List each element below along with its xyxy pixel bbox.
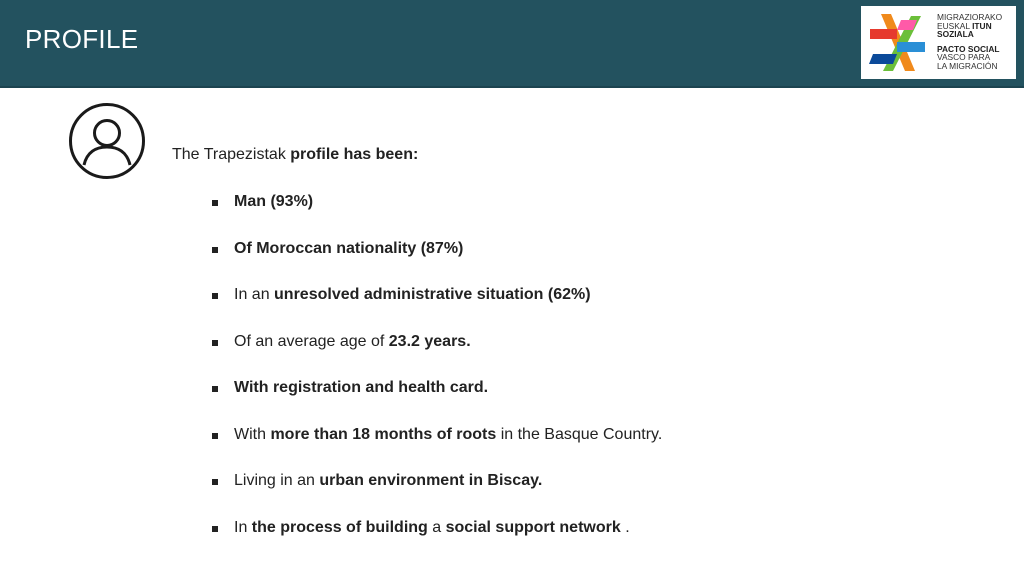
list-item-text: [234, 193, 313, 211]
list-item-text: [234, 426, 662, 444]
logo: [861, 6, 1016, 79]
text-segment: .: [620, 519, 630, 536]
logo-line: VASCO PARA: [937, 52, 991, 63]
logo-line: LA MIGRACIÓN: [937, 60, 998, 71]
square-bullet-icon: [212, 479, 218, 485]
user-circle-icon: [68, 102, 146, 180]
bold-segment: the process of building: [251, 519, 428, 536]
square-bullet-icon: [212, 293, 218, 299]
logo-text: [937, 13, 1015, 71]
square-bullet-icon: [212, 433, 218, 439]
logo-word: EUSKAL: [937, 20, 970, 31]
list-item-text: [234, 379, 488, 397]
bold-segment: more than 18 months of roots: [270, 426, 497, 443]
text-segment: in the Basque Country.: [496, 426, 663, 443]
list-item-text: [234, 333, 471, 351]
bold-segment: social support network: [445, 519, 621, 536]
logo-mark-icon: [867, 12, 927, 73]
list-item-text: [234, 519, 630, 537]
text-segment: With: [234, 426, 271, 443]
logo-line: MIGRAZIORAKO: [937, 12, 1003, 22]
text-segment: a: [427, 519, 446, 536]
square-bullet-icon: [212, 247, 218, 253]
list-item-text: [234, 240, 463, 258]
logo-word: ITUN: [972, 20, 992, 31]
text-segment: In: [234, 519, 252, 536]
square-bullet-icon: [212, 526, 218, 532]
text-segment: In an: [234, 286, 275, 303]
square-bullet-icon: [212, 200, 218, 206]
text-segment: Of an average age of: [234, 333, 389, 350]
intro-prefix: The Trapezistak: [172, 146, 291, 163]
intro-text: [172, 146, 418, 164]
logo-line: PACTO SOCIAL: [937, 43, 1000, 54]
bold-segment: Of Moroccan nationality (87%): [234, 240, 464, 257]
header-bar: [0, 0, 1024, 88]
square-bullet-icon: [212, 340, 218, 346]
bold-segment: 23.2 years.: [388, 333, 471, 350]
bold-segment: unresolved administrative situation (62%): [274, 286, 591, 303]
bold-segment: With registration and health card.: [234, 379, 489, 396]
intro-bold: profile has been:: [290, 146, 419, 163]
logo-line: SOZIALA: [937, 29, 974, 40]
list-item-text: [234, 472, 542, 490]
square-bullet-icon: [212, 386, 218, 392]
list-item-text: [234, 286, 591, 304]
text-segment: Living in an: [234, 472, 320, 489]
page-title: PROFILE: [25, 24, 139, 54]
bold-segment: Man (93%): [234, 193, 314, 210]
bold-segment: urban environment in Biscay.: [319, 472, 543, 489]
